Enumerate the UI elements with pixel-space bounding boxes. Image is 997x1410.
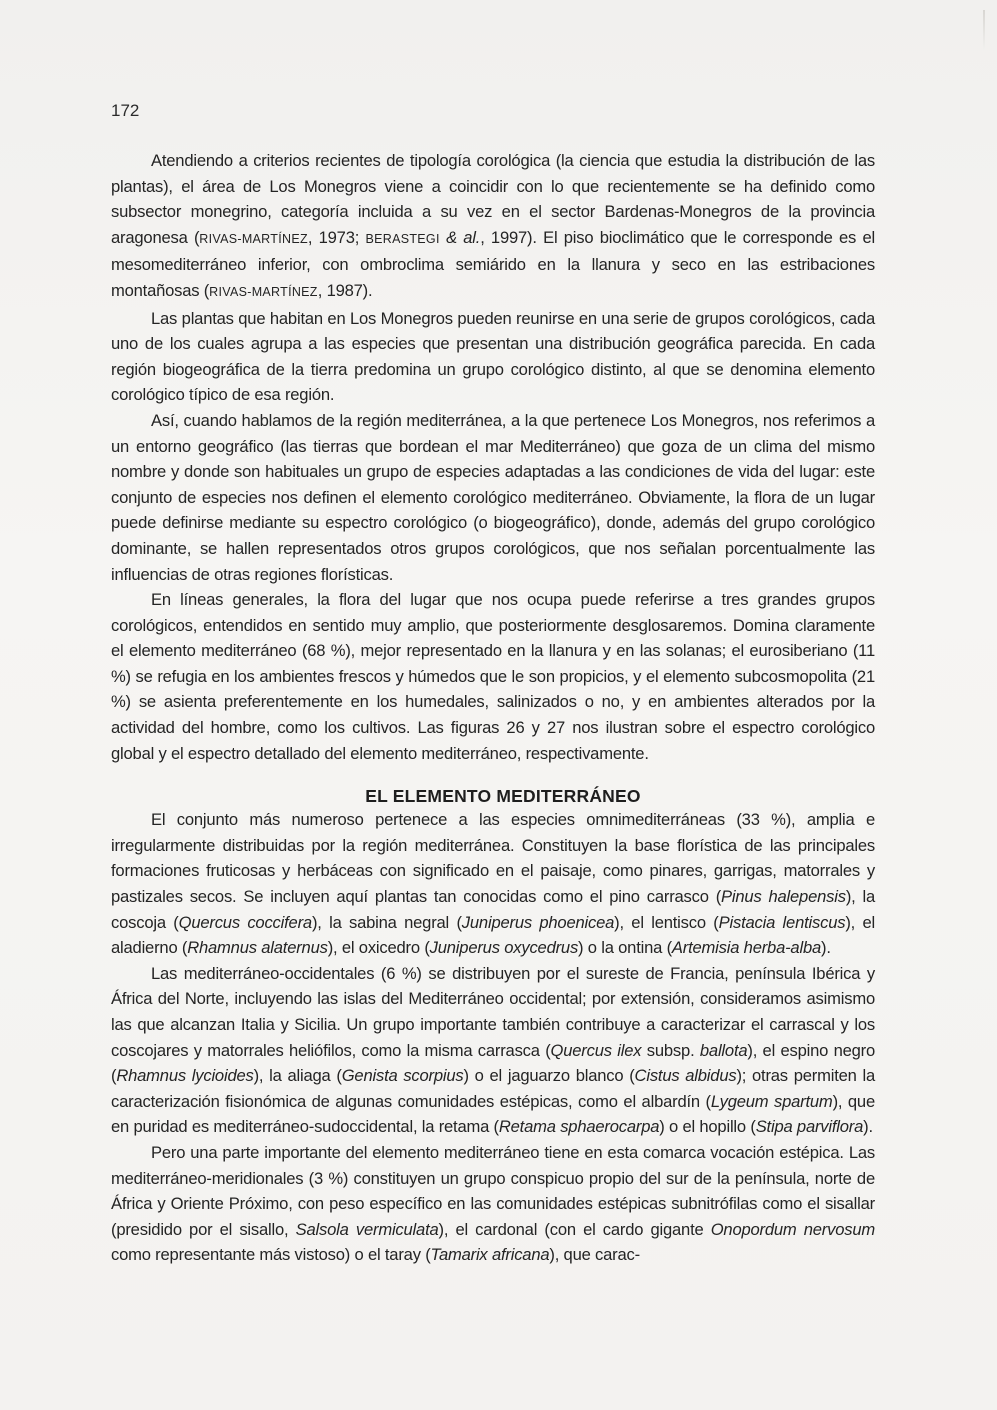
author-citation: RIVAS-MARTÍNEZ (209, 284, 318, 299)
page-number: 172 (111, 101, 140, 120)
author-citation: RIVAS-MARTÍNEZ (199, 231, 308, 246)
paragraph: Las mediterráneo-occidentales (6 %) se distribuyen por el sureste de Francia, península Ibérica y África del Norte, incluyendo las islas del Mediterráneo occidental; por extensión, consideramos asimismo las que alcanzan Italia y Sicilia. Un grupo importante también contribuye a caracterizar el carrascal y los coscojares y matorrales heliófilos, como la misma carrasca (Quercus ilex subsp. ballota), el espino negro (Rhamnus lycioides), la aliaga (Genista scorpius) o el jaguarzo blanco (Cistus albidus); otras permiten la caracterización fisionómica de algunas comunidades estépicas, como el albardín (Lygeum spartum), que en puridad es mediterráneo-sudoccidental, la retama (Retama sphaerocarpa) o el hopillo (Stipa parviflora). (111, 963, 876, 1137)
paragraph: En líneas generales, la flora del lugar que nos ocupa puede referirse a tres grandes grupos corológicos, entendidos en sentido muy amplio, que posteriormente desglosaremos. Domina claramente el elemento mediterráneo (68 %), mejor representado en la llanura y en las solanas; el eurosiberiano (11 %) se refugia en los ambientes frescos y húmedos que le son propicios, y el elemento subcosmopolita (21 %) se asienta preferentemente en los humedales, salinizados o no, y en ambientes alterados por la actividad del hombre, como los cultivos. Las figuras 26 y 27 nos ilustran sobre el espectro corológico global y el espectro detallado del elemento mediterráneo, respectivamente. (111, 590, 875, 763)
italic-text: Stipa parviflora (755, 1117, 864, 1137)
italic-text: Juniperus phoenicea (461, 912, 615, 932)
paragraph: Así, cuando hablamos de la región mediterránea, a la que pertenece Los Monegros, nos referimos a un entorno geográfico (las tierras que bordean el mar Mediterráneo) que goza de un clima del mismo nombre y donde son habituales un grupo de especies adaptadas a las condiciones de vida del lugar: este conjunto de especies nos definen el elemento corológico mediterráneo. Obviamente, la flora de un lugar puede definirse mediante su espectro corológico (o biogeográfico), donde, además del grupo corológico dominante, se hallen representados otros grupos corológicos, que nos señalan porcentualmente las influencias de otras regiones florísticas. (111, 410, 875, 584)
italic-text: & al. (446, 227, 481, 247)
body-text (111, 148, 875, 1268)
italic-text: Quercus ilex (550, 1040, 642, 1060)
italic-text: Rhamnus lycioides (116, 1066, 254, 1086)
paragraph: Las plantas que habitan en Los Monegros pueden reunirse en una serie de grupos corológicos, cada uno de los cuales agrupa a las especies que presentan una distribución geográfica parecida. En cada región biogeográfica de la tierra predomina un grupo corológico distinto, al que se denomina elemento corológico típico de esa región. (111, 308, 875, 405)
paragraph: El conjunto más numeroso pertenece a las especies omnimediterráneas (33 %), amplia e irregularmente distribuidas por la región mediterránea. Constituyen la base florística de las principales formaciones fruticosas y herbáceas con significado en el paisaje, como pinares, garrigas, matorrales y pastizales secos. Se incluyen aquí plantas tan conocidas como el pino carrasco (Pinus halepensis), la coscoja (Quercus coccifera), la sabina negral (Juniperus phoenicea), el lentisco (Pistacia lentiscus), el aladierno (Rhamnus alaternus), el oxicedro (Juniperus oxycedrus) o la ontina (Artemisia herba-alba). (111, 810, 875, 958)
italic-text: Genista scorpius (341, 1066, 464, 1086)
italic-text: Rhamnus alaternus (187, 938, 328, 958)
italic-text: ballota (699, 1040, 748, 1060)
italic-text: Lygeum spartum (710, 1091, 833, 1111)
italic-text: Salsola vermiculata (295, 1219, 439, 1239)
italic-text: Quercus coccifera (178, 912, 312, 932)
section-heading: EL ELEMENTO MEDITERRÁNEO (365, 786, 641, 807)
italic-text: Artemisia herba-alba (671, 938, 822, 958)
italic-text: Cistus albidus (634, 1066, 737, 1086)
italic-text: Pinus halepensis (721, 887, 846, 907)
italic-text: Pistacia lentiscus (718, 912, 846, 932)
paragraph: Pero una parte importante del elemento mediterráneo tiene en esta comarca vocación estépica. Las mediterráneo-meridionales (3 %) constituyen un grupo conspicuo propio del sur de la península, norte de África y Oriente Próximo, con peso específico en las comunidades estépicas subnitrófilas como el sisallar (presidido por el sisallo, Salsola vermiculata), el cardonal (con el cardo gigante Onopordum nervosum como representante más vistoso) o el taray (Tamarix africana), que carac- (111, 1142, 875, 1265)
italic-text: Tamarix africana (430, 1245, 550, 1265)
italic-text: Retama sphaerocarpa (498, 1117, 660, 1137)
italic-text: Onopordum nervosum (710, 1219, 875, 1239)
paragraph: Atendiendo a criterios recientes de tipología corológica (la ciencia que estudia la distribución de las plantas), el área de Los Monegros viene a coincidir con lo que recientemente se ha definido como subsector monegrino, categoría incluida a su vez en el sector Bardenas-Monegros de la provincia aragonesa (RIVAS-MARTÍNEZ, 1973; BERASTEGI & al., 1997). El piso bioclimático que le corresponde es el mesomediterráneo inferior, con ombroclima semiárido en la llanura y seco en las estribaciones montañosas (RIVAS-MARTÍNEZ, 1987). (111, 151, 875, 300)
scan-edge-mark (983, 10, 985, 50)
author-citation: BERASTEGI (365, 231, 440, 246)
italic-text: Juniperus oxycedrus (429, 938, 579, 958)
